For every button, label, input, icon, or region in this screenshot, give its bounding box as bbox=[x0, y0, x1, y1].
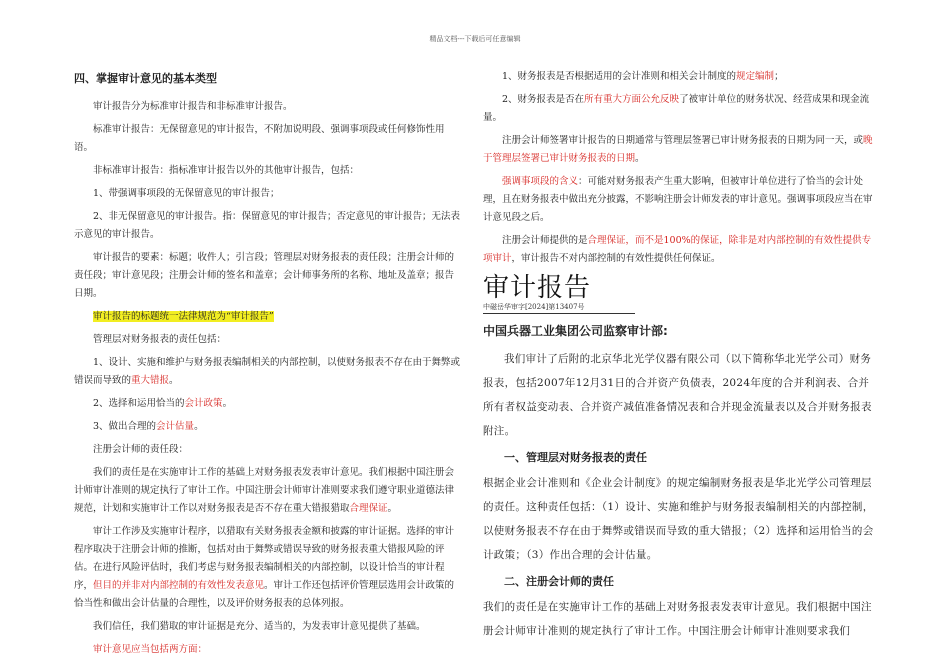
red-text: 但目的并非对内部控制的有效性发表意见 bbox=[93, 580, 265, 591]
highlight-text: 审计报告的标题统一法律规范为“审计报告” bbox=[93, 311, 274, 322]
text: ：可能对财务报表产生重大影响，但被审计单位进行了恰当的会计处理，且在财务报表中做出充分披露，不影响注册会计师发表的审计意见。强调事项段应当在审计意见段之后。 bbox=[483, 176, 873, 223]
red-text: 审计意见应当包括两方面： bbox=[93, 644, 208, 655]
paragraph bbox=[74, 354, 462, 390]
paragraph: 审计报告分为标准审计报告和非标准审计报告。 bbox=[93, 101, 293, 112]
report-title: 审计报告 bbox=[483, 273, 592, 303]
text: 2、财务报表是否在 bbox=[502, 94, 585, 105]
paragraph bbox=[483, 173, 876, 227]
text: 注册会计师提供的是 bbox=[502, 235, 588, 246]
text: 1、设计、实施和维护与财务报表编制相关的内部控制，以使财务报表不存在由于舞弊或错误而导致的 bbox=[74, 357, 461, 386]
paragraph bbox=[483, 232, 876, 268]
paragraph: 审计报告的要素：标题；收件人；引言段；管理层对财务报表的责任段；注册会计师的责任段；审计意见段；注册会计师的签名和盖章；会计师事务所的名称、地址及盖章；报告日期。 bbox=[74, 252, 455, 299]
paragraph: 2、非无保留意见的审计报告。指：保留意见的审计报告；否定意见的审计报告；无法表示意见的审计报告。 bbox=[74, 211, 461, 240]
paragraph bbox=[74, 464, 462, 518]
red-text: 会计估量 bbox=[156, 421, 195, 432]
text: 3、做出合理的 bbox=[93, 421, 157, 432]
text: 我们的责任是在实施审计工作的基础上对财务报表发表审计意见。我们根据中国注册会计师审计准则的规定执行了审计工作。中国注册会计师审计准则要求我们遵守职业道德法律规范，计划和实施审计工作以对财务报表是否不存在重大错报猎取 bbox=[74, 467, 455, 514]
text: 。 bbox=[222, 398, 233, 409]
paragraph bbox=[74, 641, 462, 659]
report-paragraph: 根据企业会计准则和《企业会计制度》的规定编制财务报表是华北光学公司管理层的责任。这种责任包括：（1）设计、实施和维护与财务报表编制相关的内部控制，以使财务报表不存在由于舞弊或错误而导致的重大错报；（2）选择和运用恰当的会计政策；（3）作出合理的会计估量。 bbox=[483, 477, 874, 561]
red-text: 重大错报 bbox=[131, 375, 170, 386]
text: 1、财务报表是否根据适用的会计准则和相关会计制度的 bbox=[502, 71, 737, 82]
red-text: 规定编制 bbox=[736, 71, 775, 82]
paragraph: 我们信任，我们猎取的审计证据是充分、适当的，为发表审计意见提供了基础。 bbox=[93, 621, 426, 632]
paragraph: 管理层对财务报表的责任包括： bbox=[93, 334, 227, 345]
report-section-heading: 一、管理层对财务报表的责任 bbox=[504, 451, 647, 464]
red-text: 会计政策 bbox=[184, 398, 223, 409]
paragraph: 标准审计报告：无保留意见的审计报告，不附加说明段、强调事项段或任何修饰性用语。 bbox=[74, 124, 445, 153]
text: 。 bbox=[194, 421, 204, 432]
paragraph bbox=[483, 132, 876, 168]
report-number: 中磁岳华审字[2024]第13407号 bbox=[483, 302, 635, 314]
report-section-heading: 二、注册会计师的责任 bbox=[504, 575, 614, 588]
paragraph: 注册会计师的责任段： bbox=[93, 444, 189, 455]
text: 。审计工作还包括评价管理层选用会计政策的恰当性和做出会计估量的合理性，以及评价财务报表的总体列报。 bbox=[74, 580, 455, 609]
paragraph bbox=[483, 68, 876, 86]
text: 。 bbox=[387, 503, 398, 514]
text: ，审计报告不对内部控制的有效性提供任何保证。 bbox=[511, 253, 721, 264]
paragraph bbox=[74, 523, 462, 613]
addressee: 中国兵器工业集团公司监察审计部: bbox=[483, 324, 668, 338]
paragraph bbox=[74, 418, 462, 436]
red-text: 合理保证，而不是100%的保证，除非是对内部控制的有效性提供专项审计 bbox=[483, 235, 872, 264]
right-column bbox=[483, 68, 876, 649]
red-text: 晚于管理层签署已审计财务报表的日期 bbox=[483, 135, 873, 164]
section-heading: 四、掌握审计意见的基本类型 bbox=[74, 72, 217, 85]
header-note: 精品文档---下载后可任意编辑 bbox=[429, 35, 521, 43]
text: 审计工作涉及实施审计程序，以猎取有关财务报表金额和披露的审计证据。选择的审计程序取决于注册会计师的推断，包括对由于舞弊或错误导致的财务报表重大错报风险的评估。在进行风险评估时，我们考虑与财务报表编制相关的内部控制，以设计恰当的审计程序， bbox=[74, 526, 455, 591]
highlighted-paragraph bbox=[74, 308, 462, 326]
text: 。 bbox=[169, 375, 179, 386]
red-text: 所有重大方面公允反映 bbox=[584, 94, 680, 105]
red-text: 合理保证 bbox=[349, 503, 388, 514]
red-text: 强调事项段的含义 bbox=[502, 176, 579, 187]
text: 了被审计单位的财务状况、经营成果和现金流量。 bbox=[483, 94, 870, 123]
paragraph bbox=[483, 91, 876, 127]
report-paragraph: 我们审计了后附的北京华北光学仪器有限公司（以下简称华北光学公司）财务报表，包括2007年12月31日的合并资产负债表，2024年度的合并利润表、合并所有者权益变动表、合并资产减值准备情况表和合并现金流量表以及合并财务报表附注。 bbox=[483, 353, 872, 437]
text: 注册会计师签署审计报告的日期通常与管理层签署已审计财务报表的日期为同一天，或 bbox=[502, 135, 864, 146]
paragraph bbox=[74, 395, 462, 413]
report-paragraph: 我们的责任是在实施审计工作的基础上对财务报表发表审计意见。我们根据中国注册会计师审计准则的规定执行了审计工作。中国注册会计师审计准则要求我们 bbox=[483, 601, 872, 637]
left-column bbox=[74, 68, 462, 664]
paragraph: 非标准审计报告：指标准审计报告以外的其他审计报告，包括： bbox=[93, 165, 360, 176]
text: ； bbox=[774, 71, 784, 82]
paragraph: 1、带强调事项段的无保留意见的审计报告； bbox=[93, 188, 280, 199]
text: 2、选择和运用恰当的 bbox=[93, 398, 185, 409]
text: 。 bbox=[635, 153, 645, 164]
